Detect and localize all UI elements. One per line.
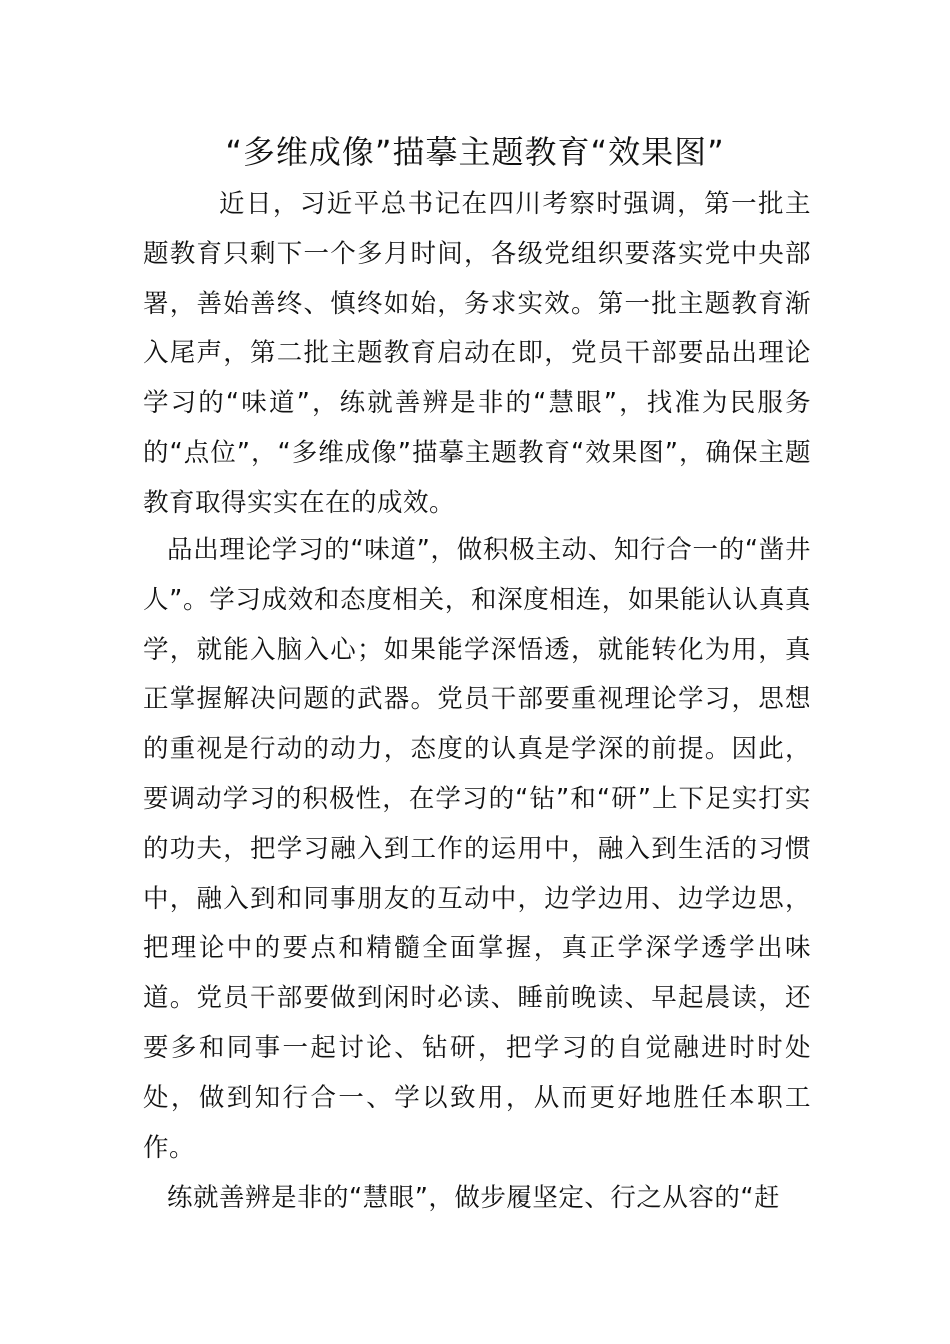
paragraph-intro: 近日，习近平总书记在四川考察时强调，第一批主题教育只剩下一个多月时间，各级党组织要落实党中央部署，善始善终、慎终如始，务求实效。第一批主题教育渐入尾声，第二批主题教育启动在即，党员干部要品出理论学习的“味道”，练就善辨是非的“慧眼”，找准为民服务的“点位”，“多维成像”描摹主题教育“效果图”，确保主题教育取得实实在在的成效。 <box>143 189 811 518</box>
paragraph-theory-study: 品出理论学习的“味道”，做积极主动、知行合一的“凿井人”。学习成效和态度相关，和深度相连，如果能认认真真学，就能入脑入心；如果能学深悟透，就能转化为用，真正掌握解决问题的武器。党员干部要重视理论学习，思想的重视是行动的动力，态度的认真是学深的前提。因此，要调动学习的积极性，在学习的“钻”和“研”上下足实打实的功夫，把学习融入到工作的运用中，融入到生活的习惯中，融入到和同事朋友的互动中，边学边用、边学边思，把理论中的要点和精髓全面掌握，真正学深学透学出味道。党员干部要做到闲时必读、睡前晚读、早起晨读，还要多和同事一起讨论、钻研，把学习的自觉融进时时处处，做到知行合一、学以致用，从而更好地胜任本职工作。 <box>143 535 811 1163</box>
paragraph-discernment: 练就善辨是非的“慧眼”，做步履坚定、行之从容的“赶 <box>167 1183 781 1213</box>
document-title: “多维成像”描摹主题教育“效果图” <box>225 133 725 171</box>
